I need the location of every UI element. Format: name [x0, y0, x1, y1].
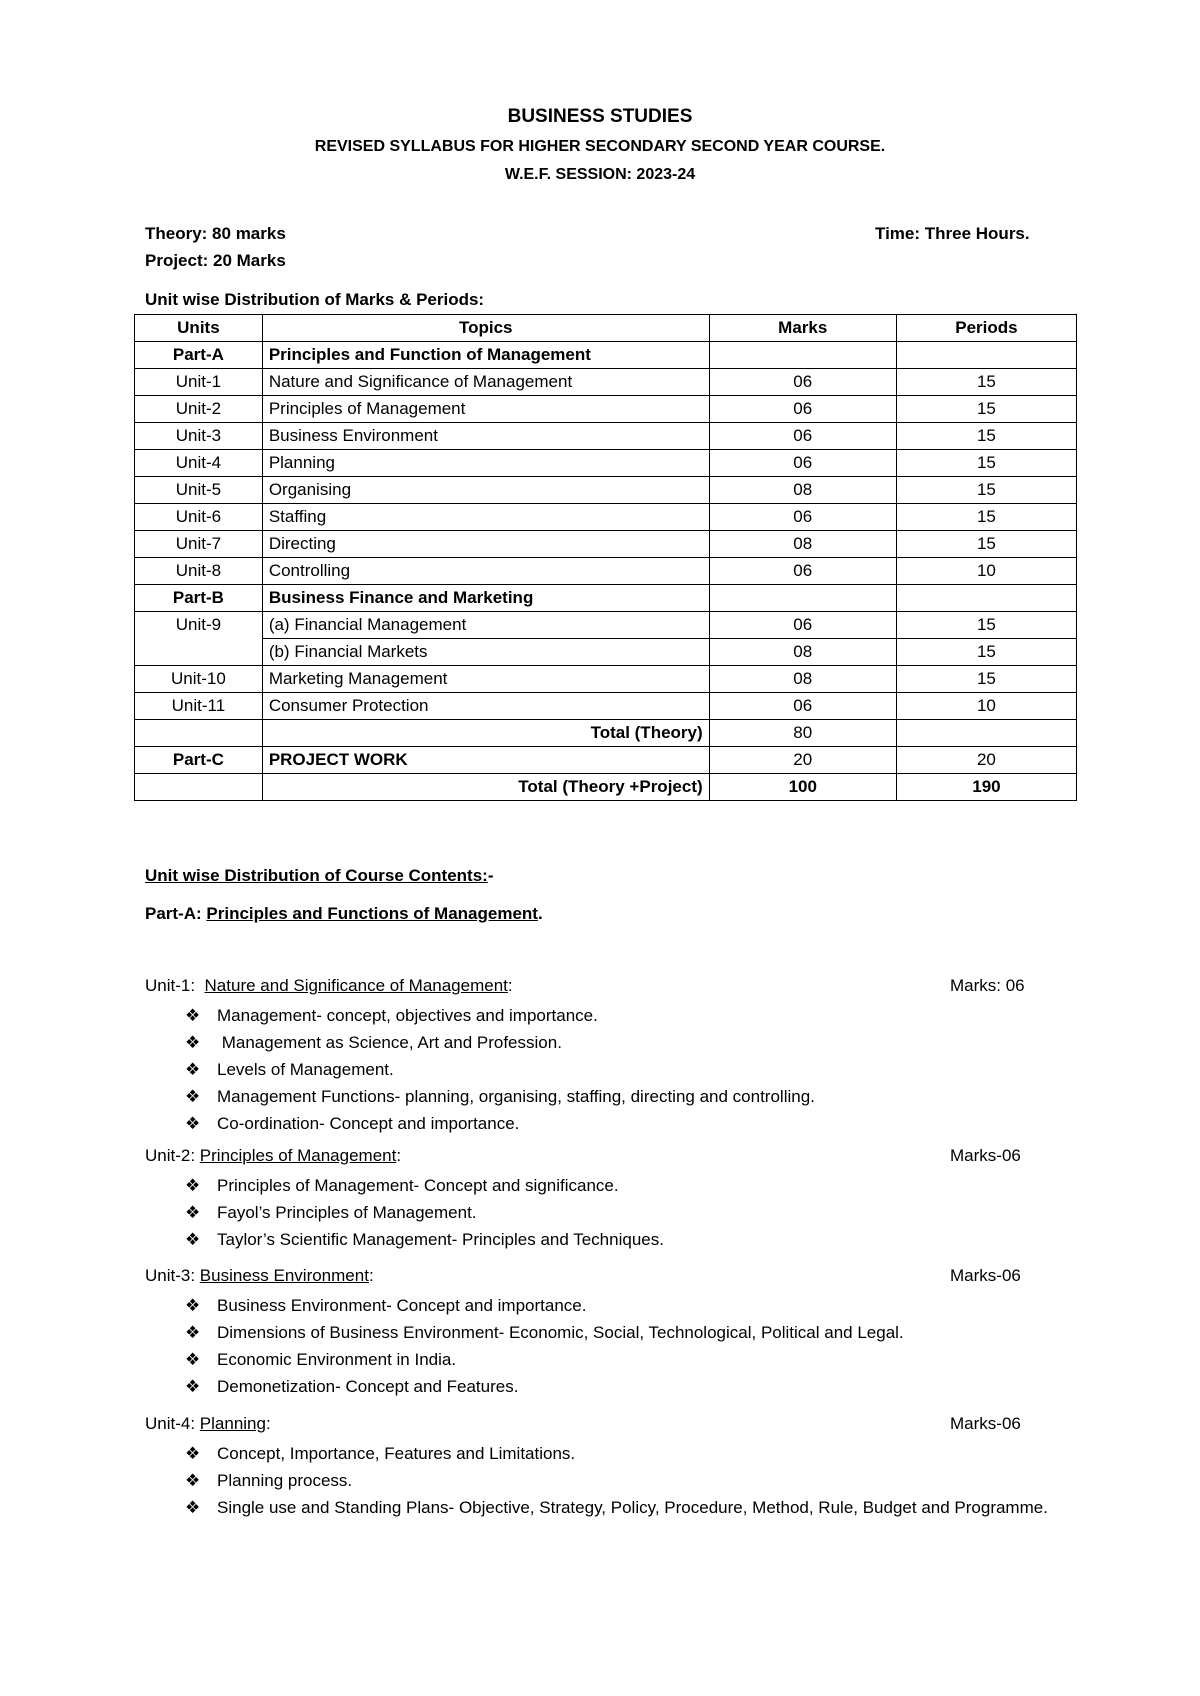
cell-periods: [896, 720, 1076, 747]
list-item-text: Concept, Importance, Features and Limitations.: [217, 1444, 576, 1463]
list-item-text: Taylor’s Scientific Management- Principles and Techniques.: [217, 1230, 664, 1249]
document-subtitle: REVISED SYLLABUS FOR HIGHER SECONDARY SECOND YEAR COURSE.: [314, 138, 886, 155]
cell-topic: Directing: [262, 531, 709, 558]
diamond-bullet-icon: ❖: [185, 1350, 201, 1369]
unit-section: [145, 976, 1075, 1137]
cell-periods: 15: [896, 504, 1076, 531]
cell-unit: [135, 639, 263, 666]
list-item-text: Co-ordination- Concept and importance.: [217, 1114, 520, 1133]
unit-title-suffix: :: [368, 1266, 374, 1285]
contents-heading-suffix: -: [487, 866, 494, 885]
cell-marks: 06: [709, 450, 896, 477]
table-row: [135, 396, 1077, 423]
table-row: [135, 450, 1077, 477]
theory-marks: Theory: 80 marks: [145, 224, 286, 243]
list-item-text: Single use and Standing Plans- Objective, Strategy, Policy, Procedure, Method, Rule, Budget and Programme.: [217, 1498, 1048, 1517]
cell-marks: 06: [709, 558, 896, 585]
table-header-row: [135, 315, 1077, 342]
contents-heading: [145, 866, 494, 886]
project-marks: Project: 20 Marks: [145, 251, 286, 270]
list-item-text: Principles of Management- Concept and significance.: [217, 1176, 619, 1195]
exam-time: Time: Three Hours.: [875, 224, 1030, 243]
list-item-text: Business Environment- Concept and importance.: [217, 1296, 587, 1315]
unit-title: Principles of Management: [199, 1146, 397, 1165]
cell-marks: 08: [709, 531, 896, 558]
cell-periods: 15: [896, 639, 1076, 666]
cell-periods: 15: [896, 531, 1076, 558]
unit-section: [145, 1146, 1075, 1253]
cell-topic: PROJECT WORK: [262, 747, 709, 774]
list-item-text: Management Functions- planning, organising, staffing, directing and controlling.: [217, 1087, 815, 1106]
cell-marks: 06: [709, 693, 896, 720]
header-marks: Marks: [709, 315, 896, 342]
cell-unit: Unit-8: [135, 558, 263, 585]
unit-marks: Marks-06: [950, 1414, 1021, 1433]
unit-heading: [145, 1414, 1075, 1440]
header-periods: Periods: [896, 315, 1076, 342]
diamond-bullet-icon: ❖: [185, 1176, 201, 1195]
table-row: [135, 747, 1077, 774]
table-row: [135, 558, 1077, 585]
cell-unit: Unit-10: [135, 666, 263, 693]
table-row: [135, 504, 1077, 531]
cell-topic: Organising: [262, 477, 709, 504]
list-item-text: Management- concept, objectives and importance.: [217, 1006, 598, 1025]
cell-periods: 10: [896, 558, 1076, 585]
cell-topic: Controlling: [262, 558, 709, 585]
cell-topic: Principles of Management: [262, 396, 709, 423]
list-item: [185, 1172, 1075, 1199]
table-row: [135, 720, 1077, 747]
unit-label: Unit-2:: [145, 1146, 200, 1165]
cell-marks: 06: [709, 396, 896, 423]
cell-marks: 06: [709, 504, 896, 531]
diamond-bullet-icon: ❖: [185, 1203, 201, 1222]
cell-unit: [135, 720, 263, 747]
cell-marks: [709, 585, 896, 612]
cell-marks: 80: [709, 720, 896, 747]
cell-marks: 06: [709, 423, 896, 450]
cell-topic: (b) Financial Markets: [262, 639, 709, 666]
cell-marks: 06: [709, 612, 896, 639]
diamond-bullet-icon: ❖: [185, 1296, 201, 1315]
list-item: [185, 1029, 1075, 1056]
table-row: [135, 531, 1077, 558]
cell-unit: Part-B: [135, 585, 263, 612]
diamond-bullet-icon: ❖: [185, 1006, 201, 1025]
header-units: Units: [135, 315, 263, 342]
cell-unit: Part-A: [135, 342, 263, 369]
list-item: [185, 1494, 1075, 1521]
cell-periods: 15: [896, 423, 1076, 450]
diamond-bullet-icon: ❖: [185, 1033, 201, 1052]
part-a-prefix: Part-A:: [145, 904, 207, 923]
unit-marks: Marks: 06: [950, 976, 1025, 995]
cell-unit: Unit-4: [135, 450, 263, 477]
list-item-text: Demonetization- Concept and Features.: [217, 1377, 519, 1396]
part-a-title: Principles and Functions of Management: [206, 904, 538, 923]
unit-heading: [145, 976, 1075, 1002]
table-row: [135, 639, 1077, 666]
list-item-text: Fayol’s Principles of Management.: [217, 1203, 477, 1222]
unit-heading: [145, 1146, 1075, 1172]
list-item: [185, 1319, 1075, 1346]
unit-title: Nature and Significance of Management: [204, 976, 508, 995]
diamond-bullet-icon: ❖: [185, 1444, 201, 1463]
unit-label: Unit-1:: [145, 976, 205, 995]
cell-marks: 100: [709, 774, 896, 801]
cell-marks: 08: [709, 477, 896, 504]
table-row: [135, 423, 1077, 450]
cell-topic: Total (Theory): [262, 720, 709, 747]
cell-topic: Marketing Management: [262, 666, 709, 693]
part-a-suffix: .: [537, 904, 543, 923]
cell-unit: Unit-5: [135, 477, 263, 504]
list-item: [185, 1440, 1075, 1467]
marks-distribution-table: [134, 314, 1077, 801]
cell-unit: Unit-7: [135, 531, 263, 558]
unit-label: Unit-4:: [145, 1414, 200, 1433]
cell-unit: Unit-9: [135, 612, 263, 639]
list-item: [185, 1373, 1075, 1400]
cell-periods: 15: [896, 369, 1076, 396]
cell-periods: 15: [896, 612, 1076, 639]
list-item: [185, 1199, 1075, 1226]
table-row: [135, 612, 1077, 639]
cell-topic: Principles and Function of Management: [262, 342, 709, 369]
cell-periods: [896, 342, 1076, 369]
diamond-bullet-icon: ❖: [185, 1060, 201, 1079]
header-topics: Topics: [262, 315, 709, 342]
unit-title: Planning: [199, 1414, 266, 1433]
unit-marks: Marks-06: [950, 1146, 1021, 1165]
cell-periods: 15: [896, 450, 1076, 477]
unit-title: Business Environment: [199, 1266, 369, 1285]
cell-topic: Planning: [262, 450, 709, 477]
diamond-bullet-icon: ❖: [185, 1377, 201, 1396]
unit-title-suffix: :: [507, 976, 513, 995]
list-item-text: Planning process.: [217, 1471, 353, 1490]
unit-marks: Marks-06: [950, 1266, 1021, 1285]
list-item: [185, 1083, 1075, 1110]
cell-topic: Business Environment: [262, 423, 709, 450]
list-item: [185, 1292, 1075, 1319]
cell-marks: 06: [709, 369, 896, 396]
list-item: [185, 1110, 1075, 1137]
diamond-bullet-icon: ❖: [185, 1323, 201, 1342]
cell-topic: Business Finance and Marketing: [262, 585, 709, 612]
unit-title-suffix: :: [265, 1414, 271, 1433]
list-item-text: Economic Environment in India.: [217, 1350, 457, 1369]
table-row: [135, 585, 1077, 612]
cell-marks: 08: [709, 639, 896, 666]
cell-marks: 20: [709, 747, 896, 774]
table-row: [135, 774, 1077, 801]
cell-unit: Unit-6: [135, 504, 263, 531]
unit-topic-list: [145, 1002, 1075, 1137]
list-item: [185, 1002, 1075, 1029]
cell-unit: Unit-3: [135, 423, 263, 450]
list-item-text: Levels of Management.: [217, 1060, 394, 1079]
cell-periods: 15: [896, 477, 1076, 504]
table-row: [135, 369, 1077, 396]
cell-topic: Total (Theory +Project): [262, 774, 709, 801]
unit-heading: [145, 1266, 1075, 1292]
contents-heading-text: Unit wise Distribution of Course Contents:: [145, 866, 488, 885]
unit-topic-list: [145, 1172, 1075, 1253]
unit-topic-list: [145, 1292, 1075, 1400]
diamond-bullet-icon: ❖: [185, 1471, 201, 1490]
unit-section: [145, 1414, 1075, 1521]
cell-periods: [896, 585, 1076, 612]
cell-unit: Unit-2: [135, 396, 263, 423]
cell-unit: Part-C: [135, 747, 263, 774]
list-item-text: Management as Science, Art and Profession.: [217, 1033, 562, 1052]
diamond-bullet-icon: ❖: [185, 1498, 201, 1517]
table-caption: Unit wise Distribution of Marks & Periods:: [145, 290, 485, 309]
list-item: [185, 1467, 1075, 1494]
list-item-text: Dimensions of Business Environment- Economic, Social, Technological, Political and Legal.: [217, 1323, 904, 1342]
cell-periods: 15: [896, 666, 1076, 693]
table-row: [135, 666, 1077, 693]
unit-label: Unit-3:: [145, 1266, 200, 1285]
diamond-bullet-icon: ❖: [185, 1114, 201, 1133]
cell-topic: (a) Financial Management: [262, 612, 709, 639]
cell-unit: [135, 774, 263, 801]
list-item: [185, 1056, 1075, 1083]
unit-topic-list: [145, 1440, 1075, 1521]
table-row: [135, 693, 1077, 720]
cell-topic: Nature and Significance of Management: [262, 369, 709, 396]
cell-topic: Consumer Protection: [262, 693, 709, 720]
cell-unit: Unit-11: [135, 693, 263, 720]
diamond-bullet-icon: ❖: [185, 1230, 201, 1249]
list-item: [185, 1226, 1075, 1253]
unit-title-suffix: :: [396, 1146, 402, 1165]
cell-marks: [709, 342, 896, 369]
cell-periods: 190: [896, 774, 1076, 801]
table-row: [135, 477, 1077, 504]
cell-topic: Staffing: [262, 504, 709, 531]
list-item: [185, 1346, 1075, 1373]
cell-periods: 15: [896, 396, 1076, 423]
session-line: W.E.F. SESSION: 2023-24: [504, 166, 696, 183]
cell-unit: Unit-1: [135, 369, 263, 396]
cell-marks: 08: [709, 666, 896, 693]
table-row: [135, 342, 1077, 369]
cell-periods: 10: [896, 693, 1076, 720]
unit-section: [145, 1266, 1075, 1400]
document-title: BUSINESS STUDIES: [507, 106, 693, 127]
diamond-bullet-icon: ❖: [185, 1087, 201, 1106]
part-a-heading: [145, 904, 543, 924]
cell-periods: 20: [896, 747, 1076, 774]
